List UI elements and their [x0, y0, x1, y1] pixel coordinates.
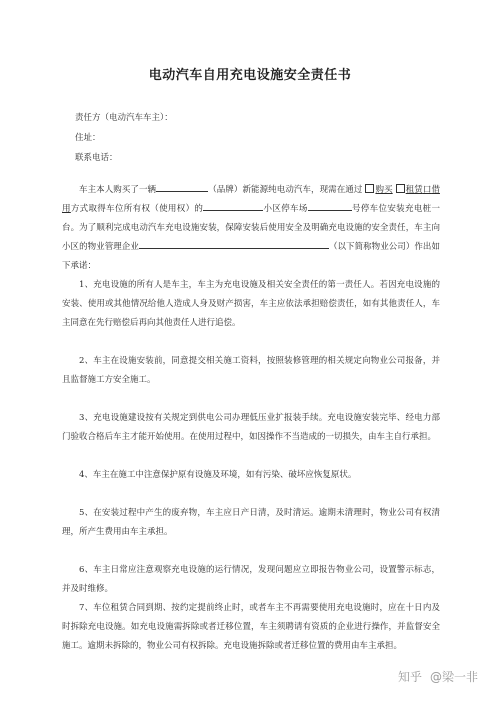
clause-6: 6、车主日常应注意观察充电设施的运行情况，发现问题应立即报告物业公司，设置警示标志，并及时维修。 [62, 565, 440, 594]
community-blank [203, 201, 263, 211]
clause-3: 3、充电设施建设按有关规定到供电公司办理低压业扩报装手续。充电设施安装完毕、经电力部门验收合格后车主才能开始使用。在使用过程中，如因操作不当造成的一切损失，由车主自行承担。 [62, 413, 440, 442]
clause-1: 1、充电设施的所有人是车主，车主为充电设施及相关安全责任的第一责任人。若因充电设施的安装、使用或其他情况给他人造成人身及财产损害，车主应依法承担赔偿责任，如有其他责任人，车主同意在先行赔偿后再向其他责任人进行追偿。 [62, 280, 440, 328]
option-borrow-label: 借用 [62, 185, 440, 214]
intro-text-7: 号停车位安装充电桩一台。为了顺利完成电动汽车充电设施安装，保障安装后使用安全及明确充电设施的安全责任，车主向小区的物业管理企业 [62, 204, 440, 252]
phone-field-label: 联系电话： [75, 153, 118, 163]
option-buy-label: 购买 [375, 185, 393, 195]
intro-text-1: 车主本人购买了一辆 [79, 185, 157, 195]
clause-5: 5、在安装过程中产生的废弃物，车主应日产日清，及时清运。逾期未清理时，物业公司有权清理，所产生费用由车主承担。 [62, 508, 440, 537]
address-field-label: 住址： [75, 133, 101, 143]
intro-text-6: 小区停车场 [263, 204, 308, 214]
checkbox-buy-icon [365, 184, 374, 193]
intro-paragraph [62, 181, 440, 276]
intro-text-8: （以下简称物业公司）作出如下承诺： [62, 242, 440, 271]
document-title: 电动汽车自用充电设施安全责任书 [148, 68, 352, 83]
option-rent-label: 租赁 [405, 185, 423, 195]
brand-blank [156, 182, 208, 192]
clause-4: 4、车主在施工中注意保护原有设施及环境，如有污染、破坏应恢复原状。 [79, 470, 357, 480]
property-company-blank [139, 239, 329, 249]
checkbox-rent-icon [396, 184, 405, 193]
option-mouth-char: 口 [422, 185, 432, 195]
party-field-label: 责任方（电动汽车车主）： [75, 113, 173, 123]
parking-number-blank [308, 201, 352, 211]
intro-text-5: 方式取得车位所有权（使用权）的 [70, 204, 204, 214]
watermark-author: @梁一非 [429, 670, 478, 684]
method-options [362, 185, 431, 195]
intro-text-2: （品牌）新能源纯电动汽车，现需在通过 [208, 185, 363, 195]
watermark-brand: 知乎 [397, 670, 422, 684]
clause-7: 7、车位租赁合同到期、按约定提前终止时，或者车主不再需要使用充电设施时，应在十日内及时拆除充电设施。如充电设施需拆除或者迁移位置，车主须聘请有资质的企业进行操作，并监督安全施工。逾期未拆除的，物业公司有权拆除。充电设施拆除或者迁移位置的费用由车主承担。 [62, 603, 440, 651]
watermark [398, 668, 478, 685]
clause-2: 2、车主在设施安装前，同意提交相关施工资料，按照装修管理的相关规定向物业公司报备，并且监督施工方安全施工。 [62, 356, 440, 385]
